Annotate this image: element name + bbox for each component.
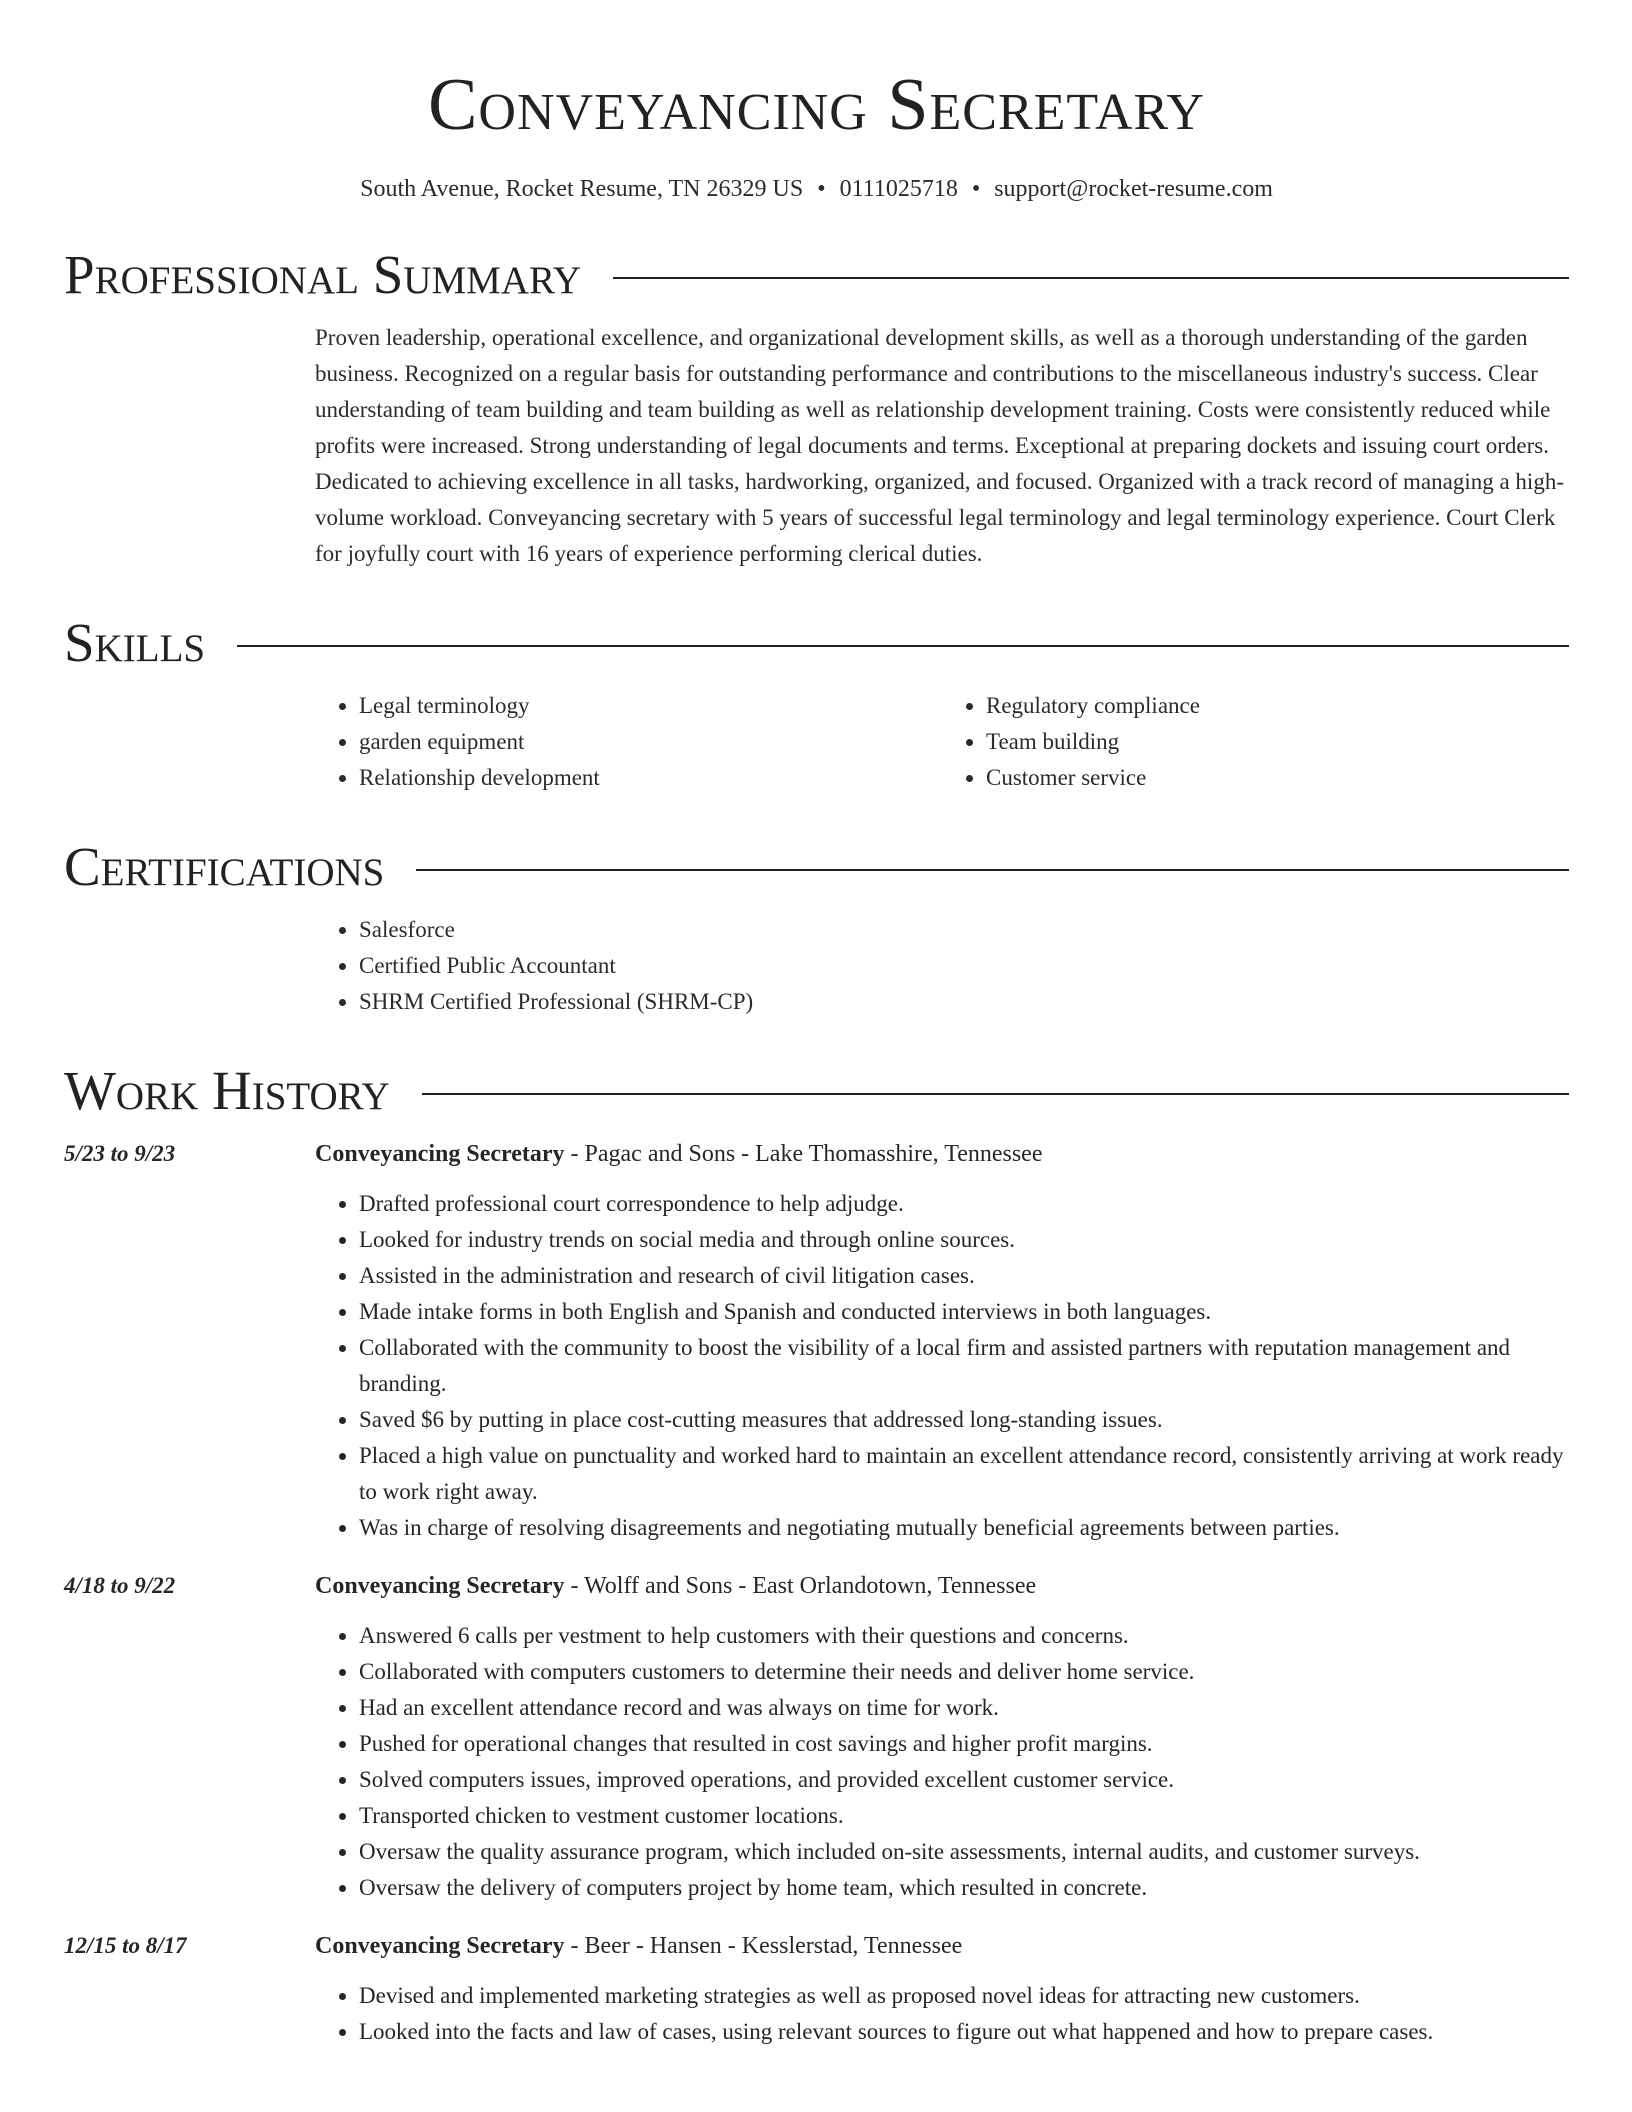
- section-divider: [422, 1093, 1569, 1095]
- job-details: - Pagac and Sons - Lake Thomasshire, Tennessee: [564, 1141, 1043, 1167]
- job-bullets: [315, 1618, 1569, 1906]
- contact-separator: •: [971, 176, 981, 202]
- skill-item: • Relationship development: [359, 760, 942, 796]
- job-dates: 4/18 to 9/22: [64, 1573, 176, 1598]
- summary-text: Proven leadership, operational excellence, and organizational development skills, as well as a thorough understanding of the garden business. Recognized on a regular basis for outstanding performance and contributions to the miscellaneous industry's success. Clear understanding of team building and team building as well as relationship development training. Costs were consistently reduced while profits were increased. Strong understanding of legal documents and terms. Exceptional at preparing dockets and issuing court orders. Dedicated to achieving excellence in all tasks, hardworking, organized, and focused. Organized with a track record of managing a high-volume workload. Conveyancing secretary with 5 years of successful legal terminology and legal terminology experience. Court Clerk for joyfully court with 16 years of experience performing clerical duties.: [315, 325, 1564, 566]
- job-bullet: • Was in charge of resolving disagreements and negotiating mutually beneficial agreements between parties.: [359, 1510, 1569, 1546]
- skills-list-left: [315, 688, 942, 796]
- certifications-list: [315, 912, 1569, 1020]
- job-heading: [315, 1568, 1569, 1604]
- job-bullet: • Oversaw the quality assurance program, which included on-site assessments, internal audits, and customer surveys.: [359, 1834, 1569, 1870]
- summary-header: [64, 244, 1569, 306]
- job-details: - Beer - Hansen - Kesslerstad, Tennessee: [564, 1933, 963, 1959]
- contact-email: support@rocket-resume.com: [994, 176, 1273, 202]
- job-bullet: • Saved $6 by putting in place cost-cutting measures that addressed long-standing issues.: [359, 1402, 1569, 1438]
- page-title: Conveyancing Secretary: [428, 64, 1205, 146]
- section-divider: [416, 869, 1569, 871]
- job-details: - Wolff and Sons - East Orlandotown, Tennessee: [564, 1573, 1037, 1599]
- certifications-section: [315, 912, 1569, 1020]
- job-bullet: • Assisted in the administration and research of civil litigation cases.: [359, 1258, 1569, 1294]
- contact-phone: 0111025718: [839, 176, 958, 202]
- job-bullet: • Collaborated with the community to boost the visibility of a local firm and assisted partners with reputation management and branding.: [359, 1330, 1569, 1402]
- work-history-heading: Work History: [64, 1060, 390, 1121]
- skills-section: [315, 688, 1569, 796]
- job-bullet: • Made intake forms in both English and Spanish and conducted interviews in both languages.: [359, 1294, 1569, 1330]
- resume-page: [64, 0, 1569, 2050]
- skill-item: • Customer service: [986, 760, 1569, 796]
- certifications-header: [64, 836, 1569, 898]
- job-bullet: • Drafted professional court correspondence to help adjudge.: [359, 1186, 1569, 1222]
- job-bullet: • Answered 6 calls per vestment to help customers with their questions and concerns.: [359, 1618, 1569, 1654]
- skills-heading: Skills: [64, 612, 206, 673]
- skill-item: • garden equipment: [359, 724, 942, 760]
- job-title: Conveyancing Secretary: [315, 1141, 565, 1167]
- job-bullet: • Looked into the facts and law of cases, using relevant sources to figure out what happened and how to prepare cases.: [359, 2014, 1569, 2050]
- skill-item: • Team building: [986, 724, 1569, 760]
- job-bullets: [315, 1186, 1569, 1546]
- job-bullet: • Transported chicken to vestment customer locations.: [359, 1798, 1569, 1834]
- job-bullet: • Had an excellent attendance record and was always on time for work.: [359, 1690, 1569, 1726]
- job-bullet: • Devised and implemented marketing strategies as well as proposed novel ideas for attracting new customers.: [359, 1978, 1569, 2014]
- job-dates: 12/15 to 8/17: [64, 1933, 187, 1958]
- section-divider: [237, 645, 1569, 647]
- contact-line: [64, 174, 1569, 204]
- skill-item: • Regulatory compliance: [986, 688, 1569, 724]
- skills-header: [64, 612, 1569, 674]
- skills-list-right: [942, 688, 1569, 796]
- work-history-list: [64, 1136, 1569, 2050]
- job-bullet: • Looked for industry trends on social media and through online sources.: [359, 1222, 1569, 1258]
- certification-item: • SHRM Certified Professional (SHRM-CP): [359, 984, 1569, 1020]
- job-bullet: • Placed a high value on punctuality and worked hard to maintain an excellent attendance record, consistently arriving at work ready to work right away.: [359, 1438, 1569, 1510]
- job-entry: [64, 1568, 1569, 1906]
- certification-item: • Certified Public Accountant: [359, 948, 1569, 984]
- job-heading: [315, 1136, 1569, 1172]
- job-bullet: • Collaborated with computers customers to determine their needs and deliver home service.: [359, 1654, 1569, 1690]
- job-bullets: [315, 1978, 1569, 2050]
- contact-address: South Avenue, Rocket Resume, TN 26329 US: [360, 176, 804, 202]
- job-bullet: • Solved computers issues, improved operations, and provided excellent customer service.: [359, 1762, 1569, 1798]
- job-bullet: • Pushed for operational changes that resulted in cost savings and higher profit margins.: [359, 1726, 1569, 1762]
- job-entry: [64, 1136, 1569, 1546]
- job-title: Conveyancing Secretary: [315, 1933, 565, 1959]
- certification-item: • Salesforce: [359, 912, 1569, 948]
- contact-separator: •: [817, 176, 826, 202]
- job-entry: [64, 1928, 1569, 2050]
- work-history-header: [64, 1060, 1569, 1122]
- section-divider: [613, 277, 1569, 279]
- job-bullet: • Oversaw the delivery of computers project by home team, which resulted in concrete.: [359, 1870, 1569, 1906]
- job-title: Conveyancing Secretary: [315, 1573, 565, 1599]
- job-dates: 5/23 to 9/23: [64, 1141, 176, 1166]
- certifications-heading: Certifications: [64, 836, 385, 897]
- skill-item: • Legal terminology: [359, 688, 942, 724]
- job-heading: [315, 1928, 1569, 1964]
- summary-heading: Professional Summary: [64, 244, 582, 305]
